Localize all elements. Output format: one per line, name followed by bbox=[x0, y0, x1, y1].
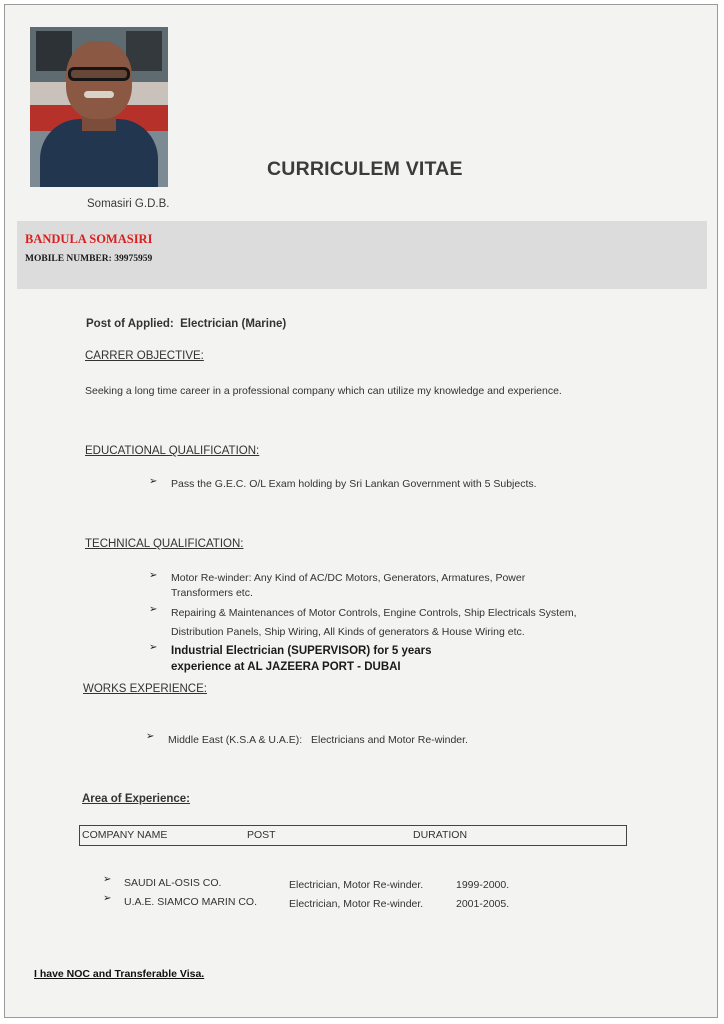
row-post: Electrician, Motor Re-winder. bbox=[289, 898, 424, 910]
experience-table-header bbox=[79, 825, 627, 846]
candidate-name: BANDULA SOMASIRI bbox=[25, 232, 153, 246]
arrow-bullet-icon: ➢ bbox=[149, 604, 158, 615]
post-value: Electrician (Marine) bbox=[180, 318, 287, 330]
row-post: Electrician, Motor Re-winder. bbox=[289, 879, 424, 891]
document-title: CURRICULEM VITAE bbox=[267, 158, 463, 180]
arrow-bullet-icon: ➢ bbox=[146, 731, 155, 742]
arrow-bullet-icon: ➢ bbox=[103, 874, 112, 885]
arrow-bullet-icon: ➢ bbox=[149, 476, 158, 487]
column-company: COMPANY NAME bbox=[82, 829, 168, 841]
post-applied bbox=[86, 318, 286, 330]
post-label: Post of Applied: bbox=[86, 318, 174, 330]
education-item: Pass the G.E.C. O/L Exam holding by Sri Lankan Government with 5 Subjects. bbox=[171, 478, 537, 490]
contact-band bbox=[17, 221, 707, 289]
arrow-bullet-icon: ➢ bbox=[149, 642, 158, 653]
technical-heading: TECHNICAL QUALIFICATION: bbox=[85, 538, 244, 550]
technical-item-3-line-1: Industrial Electrician (SUPERVISOR) for 5 years bbox=[171, 645, 432, 657]
technical-item-2-line-1: Repairing & Maintenances of Motor Controls, Engine Controls, Ship Electricals System, bbox=[171, 607, 577, 619]
profile-photo bbox=[30, 27, 168, 187]
row-duration: 2001-2005. bbox=[456, 898, 510, 910]
row-company: SAUDI AL-OSIS CO. bbox=[124, 877, 222, 889]
photo-caption: Somasiri G.D.B. bbox=[87, 198, 170, 210]
technical-item-1-line-1: Motor Re-winder: Any Kind of AC/DC Motors, Generators, Armatures, Power bbox=[171, 572, 526, 584]
works-label: Middle East (K.S.A & U.A.E): bbox=[168, 734, 303, 746]
visa-note: I have NOC and Transferable Visa. bbox=[34, 968, 205, 980]
area-heading: Area of Experience: bbox=[82, 793, 191, 805]
column-duration: DURATION bbox=[413, 829, 468, 841]
objective-heading: CARRER OBJECTIVE: bbox=[85, 350, 204, 362]
column-post: POST bbox=[247, 829, 276, 841]
works-item bbox=[168, 734, 468, 746]
row-company: U.A.E. SIAMCO MARIN CO. bbox=[124, 896, 258, 908]
row-duration: 1999-2000. bbox=[456, 879, 510, 891]
works-value: Electricians and Motor Re-winder. bbox=[310, 734, 468, 746]
arrow-bullet-icon: ➢ bbox=[103, 893, 112, 904]
education-heading: EDUCATIONAL QUALIFICATION: bbox=[85, 445, 260, 457]
technical-item-1-line-2: Transformers etc. bbox=[171, 587, 253, 599]
technical-item-3-line-2: experience at AL JAZEERA PORT - DUBAI bbox=[171, 661, 401, 673]
objective-text: Seeking a long time career in a professional company which can utilize my knowledge and experience. bbox=[85, 385, 562, 397]
arrow-bullet-icon: ➢ bbox=[149, 570, 158, 581]
mobile-number: MOBILE NUMBER: 39975959 bbox=[25, 254, 153, 264]
technical-item-2-line-2: Distribution Panels, Ship Wiring, All Kinds of generators & House Wiring etc. bbox=[171, 626, 525, 638]
cv-page bbox=[4, 4, 718, 1018]
works-heading: WORKS EXPERIENCE: bbox=[83, 683, 207, 695]
